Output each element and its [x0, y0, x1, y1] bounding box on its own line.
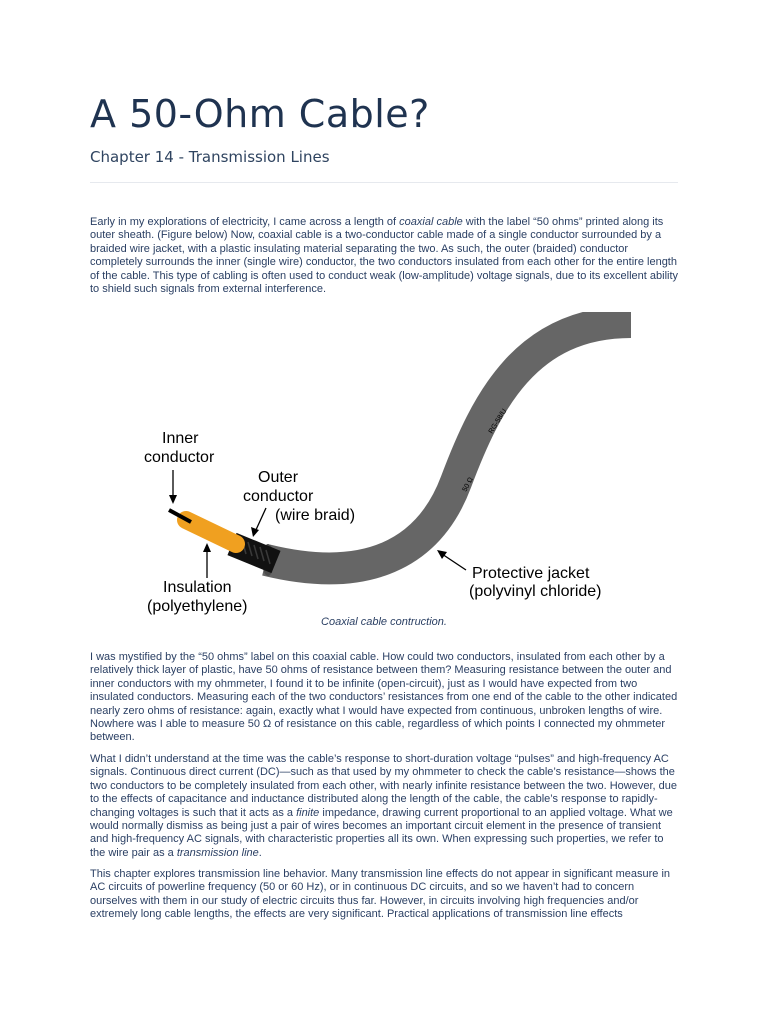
label-outer-3: (wire braid)	[275, 507, 356, 524]
cable-jacket	[266, 322, 631, 568]
divider	[90, 182, 678, 183]
insulation	[186, 520, 236, 544]
label-outer-2: conductor	[243, 488, 314, 505]
text-run: .	[258, 846, 262, 859]
paragraph-response	[90, 753, 678, 860]
coaxial-cable-figure	[136, 312, 636, 617]
emphasis-finite: finite	[296, 806, 320, 819]
arrowhead-outer	[251, 527, 259, 537]
figure-caption: Coaxial cable contruction.	[321, 616, 447, 628]
page-title: A 50-Ohm Cable?	[90, 92, 430, 136]
arrowhead-insulation	[203, 543, 211, 552]
emphasis-coaxial-cable: coaxial cable	[399, 216, 463, 228]
cable-print-ohm: 50 Ω	[461, 476, 475, 493]
paragraph-mystified: I was mystified by the “50 ohms” label on this coaxial cable. How could two conductors, insulated from each other by a relatively thick layer of plastic, have 50 ohms of resistance between them? Measuring resistance between the outer and inner conductors with my ohmmeter, I found it to be infinite (open-circuit), just as I would have expected from two insulated conductors. Measuring each of the two conductors’ resistances from one end of the cable to the other indicated nearly zero ohms of resistance: again, exactly what I would have expected from continuous, unbroken lengths of wire. Nowhere was I able to measure 50 Ω of resistance on this cable, regardless of which points I connected my ohmmeter between.	[90, 651, 678, 744]
arrow-outer	[255, 508, 266, 532]
arrowhead-inner	[169, 495, 177, 504]
text-run: impedance, drawing current proportional to an applied voltage. What we would normally dismiss as being just a pair of wires becomes an important circuit element in the presence of transient and high-frequency AC signals, with characteristic properties all its own. When expressing such properties, we refer to the wire pair as a	[90, 806, 673, 859]
text-run: What I didn’t understand at the time was the cable’s response to short-duration voltage “pulses” and high-frequency AC signals. Continuous direct current (DC)—such as that used by my ohmmeter to check the cable’s resistance—shows the two conductors to be completely insulated from each other, with nearly infinite resistance between the two. However, due to the effects of capacitance and inductance distributed along the length of the cable, the cable’s response to rapidly-changing voltages is such that it acts as a	[90, 753, 677, 819]
text-run: with the label “50 ohms” printed along its outer sheath. (Figure below) Now, coaxial cable is a two-conductor cable made of a single conductor surrounded by a braided wire jacket, with a plastic insulating material separating the two. As such, the outer (braided) conductor completely surrounds the inner (single wire) conductor, the two conductors insulated from each other for the entire length of the cable. This type of cabling is often used to conduct weak (low-amplitude) voltage signals, due to its excellent ability to shield such signals from external interference.	[90, 216, 679, 296]
arrow-jacket	[442, 554, 466, 570]
text-run: Early in my explorations of electricity, I came across a length of	[90, 216, 400, 228]
label-insulation-2: (polyethylene)	[147, 598, 248, 615]
cable-print-rg58: RG-58/U	[487, 407, 509, 436]
label-insulation-1: Insulation	[163, 579, 232, 596]
label-inner-1: Inner	[162, 430, 199, 447]
paragraph-intro	[90, 216, 678, 296]
arrowhead-jacket	[437, 550, 447, 559]
label-jacket-2: (polyvinyl chloride)	[469, 583, 602, 600]
chapter-subtitle: Chapter 14 - Transmission Lines	[90, 148, 330, 166]
emphasis-transmission-line: transmission line	[176, 846, 259, 859]
paragraph-chapter-overview: This chapter explores transmission line behavior. Many transmission line effects do not appear in significant measure in AC circuits of powerline frequency (50 or 60 Hz), or in continuous DC circuits, and so we haven’t had to concern ourselves with them in our study of electric circuits thus far. However, in circuits involving high frequencies and/or extremely long cable lengths, the effects are very significant. Practical applications of transmission line effects	[90, 868, 671, 921]
label-inner-2: conductor	[144, 449, 215, 466]
label-outer-1: Outer	[258, 469, 299, 486]
label-jacket-1: Protective jacket	[472, 565, 590, 582]
